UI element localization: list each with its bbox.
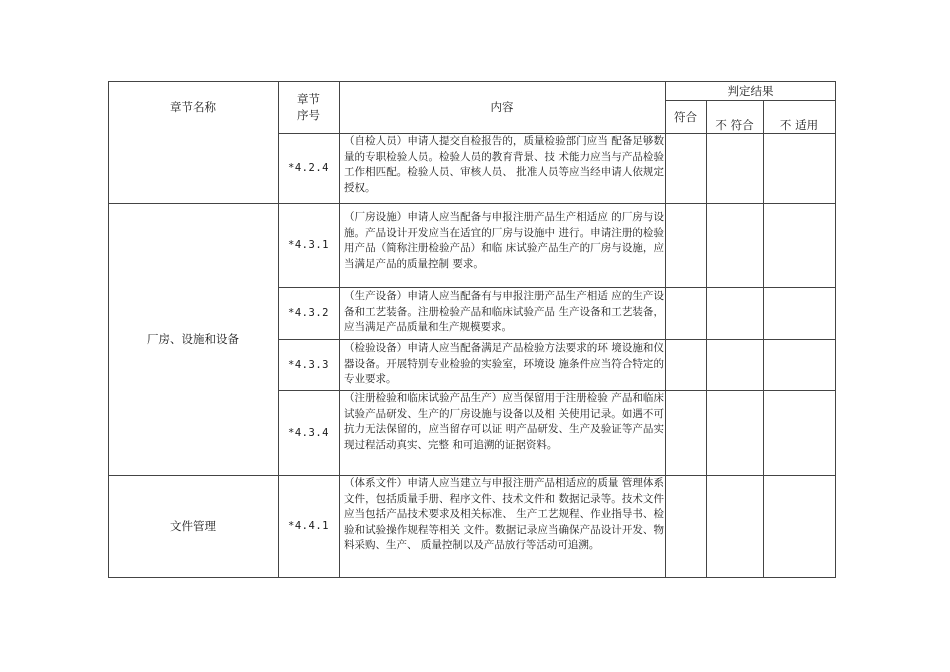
row-content: （厂房设施）申请人应当配备与申报注册产品生产相适应 的厂房与设施。产品设计开发应当在适宜的厂房与设施中 进行。申请注册的检验用产品（简称注册检验产品）和临 床试验产品生产的厂房与设施，应当满足产品的质量控制 要求。	[344, 211, 664, 270]
row-content: （注册检验和临床试验产品生产）应当保留用于注册检验 产品和临床试验产品研发、生产的厂房设施与设备以及相 关使用记录。如遇不可抗力无法保留的，应当留存可以证 明产品研发、生产及验证等产品实现过程活动真实、完整 和可追溯的证据资料。	[344, 392, 664, 451]
chapter-name: 文件管理	[170, 519, 216, 533]
chapter-name: 厂房、设施和设备	[147, 332, 239, 346]
rule	[706, 100, 707, 578]
row-number: *4.3.4	[288, 426, 329, 439]
row-content: （生产设备）申请人应当配备有与申报注册产品生产相适 应的生产设备和工艺装备。注册检验产品和临床试验产品 生产设备和工艺装备，应当满足产品质量和生产规模要求。	[344, 290, 664, 333]
rule	[108, 577, 836, 578]
row-number: *4.2.4	[288, 162, 329, 174]
rule	[278, 339, 836, 340]
rule	[763, 100, 764, 578]
rule	[835, 81, 836, 578]
row-content: （自检人员）申请人提交自检报告的，质量检验部门应当 配备足够数量的专职检验人员。检验人员的教育背景、技 术能力应当与产品检验工作相匹配。检验人员、审核人员、 批准人员等应当经申请人依规定授权。	[344, 135, 664, 194]
header-not-conform: 不 符合	[715, 117, 754, 132]
header-not-applicable: 不 适用	[779, 117, 819, 132]
row-number: *4.4.1	[288, 520, 329, 532]
row-number: *4.3.2	[288, 307, 329, 319]
rule	[339, 81, 340, 578]
rule	[278, 287, 836, 288]
header-chapter-number-line2: 序号	[297, 108, 320, 122]
header-judgment: 判定结果	[727, 83, 774, 98]
row-number: *4.3.3	[288, 358, 329, 371]
header-chapter-name: 章节名称	[170, 100, 216, 114]
row-number: *4.3.1	[288, 239, 329, 251]
row-content: （体系文件）申请人应当建立与申报注册产品相适应的质量 管理体系文件，包括质量手册、程序文件、技术文件和 数据记录等。技术文件应当包括产品技术要求及相关标准、 生产工艺规程、作业指导书、检验和试验操作规程等相关 文件。数据记录应当确保产品设计开发、物料采购、生产、 质量控制以及产品放行等活动可追溯。	[344, 477, 664, 551]
header-conform: 符合	[674, 109, 697, 124]
header-chapter-number-line1: 章节	[297, 92, 320, 106]
header-content: 内容	[490, 100, 514, 114]
rule	[665, 81, 666, 578]
row-content: （检验设备）申请人应当配备满足产品检验方法要求的环 境设施和仪器设备。开展特别专业检验的实验室，环境设 施条件应当符合特定的专业要求。	[344, 342, 664, 385]
header-chapter-number	[278, 81, 339, 133]
